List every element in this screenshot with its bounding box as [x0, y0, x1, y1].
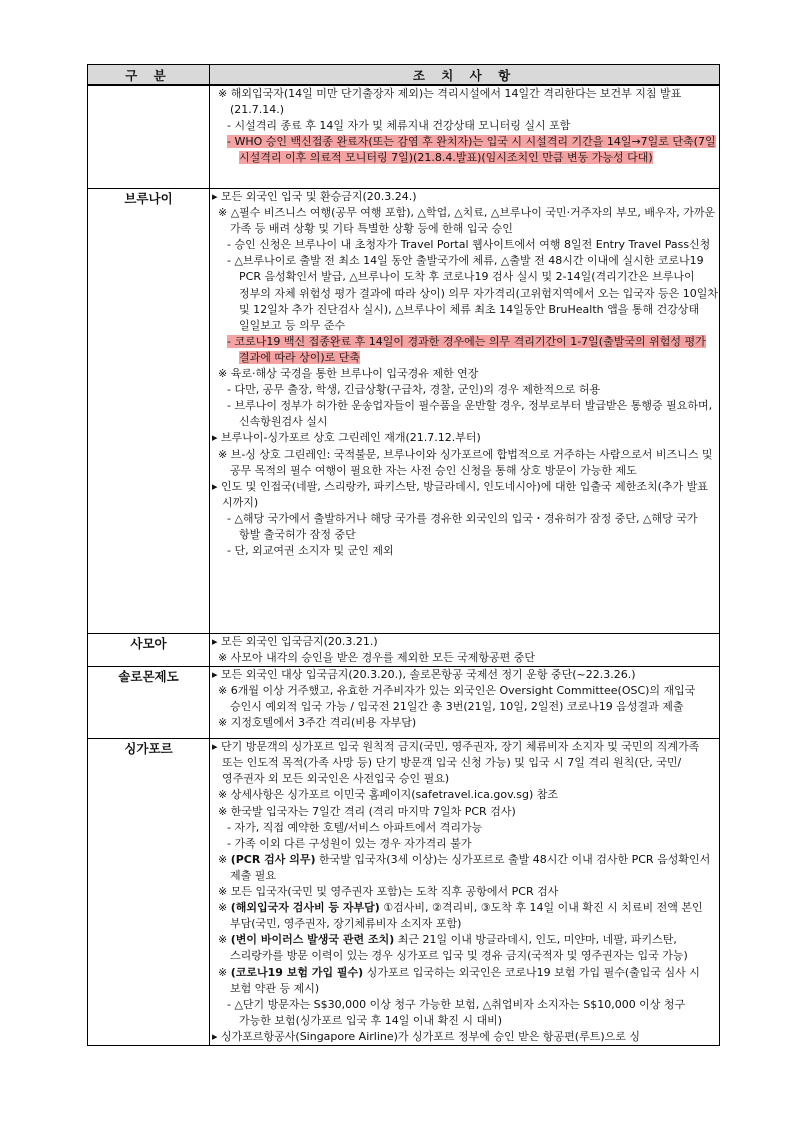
country-cell [88, 85, 210, 189]
measure-line [210, 430, 719, 446]
measure-text: ※ 육로·해상 국경을 통한 브루나이 입국경유 제한 연장 [218, 367, 479, 381]
measure-text: - △단기 방문자는 S$30,000 이상 청구 가능한 보험, △취업비자 소지자는 S$10,000 이상 청구 가능한 보험(싱가포르 입국 후 14일 이내 확진 시 대비) [227, 997, 686, 1027]
table-row [88, 739, 720, 1046]
measure-line [210, 237, 719, 253]
header-category: 구 분 [88, 65, 210, 86]
measure-text: - 승인 신청은 브루나이 내 초청자가 Travel Portal 웹사이트에서 여행 8일전 Entry Travel Pass신청 [227, 238, 711, 252]
measure-text: - 단, 외교여권 소지자 및 군인 제외 [227, 544, 394, 558]
measure-text: ※ 한국발 입국자는 7일간 격리 (격리 마지막 7일차 PCR 검사) [218, 804, 516, 818]
measure-line [210, 189, 719, 205]
measure-line [210, 334, 719, 366]
measure-line [210, 253, 719, 333]
measure-line [210, 543, 719, 559]
measure-text: ▸ 모든 외국인 입국 및 환승금지(20.3.24.) [212, 190, 417, 203]
measure-line [210, 884, 719, 900]
table-row [88, 634, 720, 667]
measures-cell [210, 634, 720, 667]
measure-line [210, 900, 719, 932]
measures-table [87, 64, 720, 1046]
table-row [88, 85, 720, 189]
measure-text: ※ (PCR 검사 의무) 한국발 입국자(3세 이상)는 싱가포르로 출발 48시간 이내 검사한 PCR 음성확인서 제출 필요 [218, 852, 711, 882]
country-cell: 브루나이 [88, 189, 210, 634]
measure-line [210, 965, 719, 997]
measure-text: ※ 지정호텔에서 3주간 격리(비용 자부담) [218, 716, 417, 730]
measure-text: - 브루나이 정부가 허가한 운송업자들이 필수품을 운반할 경우, 정부로부터 발급받은 통행증 필요하며, 신속항원검사 실시 [227, 399, 713, 429]
country-cell: 솔로몬제도 [88, 667, 210, 739]
measure-text: ※ (해외입국자 검사비 등 자부담) ①검사비, ②격리비, ③도착 후 14일 이내 확진 시 치료비 전액 본인 부담(국민, 영주권자, 장기체류비자 소지자 포함) [218, 901, 703, 931]
measure-text: - △브루나이로 출발 전 최소 14일 동안 출발국가에 체류, △출발 전 48시간 이내에 실시한 코로나19 PCR 음성확인서 발급, △브루나이 도착 후 코로나19 검사 실시 및 2-14일(격리기간은 브루나이 정부의 자체 위험성 평가 결과에 따라 상이) 의무 자가격리(고위험지역에서 오는 입국자 등은 10일차 및 12일차 추가 진단검사 실시), △브루나이 체류 최초 14일동안 BruHealth 앱을 통해 건강상태 일일보고 등 의무 준수 [227, 254, 718, 332]
country-cell: 사모아 [88, 634, 210, 667]
measure-text: ▸ 인도 및 인접국(네팔, 스리랑카, 파키스탄, 방글라데시, 인도네시아)에 대한 입출국 제한조치(추가 발표 시까지) [212, 479, 708, 509]
measure-text: ▸ 단기 방문객의 싱가포르 입국 원칙적 금지(국민, 영주권자, 장기 체류비자 소지자 및 국민의 직계가족 또는 인도적 목적(가족 사망 등) 단기 방문객 입국 신청 가능) 및 입국 시 7일 격리 원칙(단, 국민/영주권자 외 모든 외국인은 사전입국 승인 필요) [212, 740, 700, 786]
measure-text: ▸ 브루나이-싱가포르 상호 그린레인 재개(21.7.12.부터) [212, 431, 481, 445]
measure-text: ※ (코로나19 보험 가입 필수) 싱가포르 입국하는 외국인은 코로나19 보험 가입 필수(출입국 심사 시 보험 약관 등 제시) [218, 965, 700, 995]
measure-line [210, 511, 719, 543]
measure-text: ※ 브-싱 상호 그린레인: 국적불문, 브루나이와 싱가포르에 합법적으로 거주하는 사람으로서 비즈니스 및 공무 목적의 필수 여행이 필요한 자는 사전 승인 신청을 통해 상호 방문이 가능한 제도 [218, 447, 713, 477]
measure-line [210, 118, 719, 134]
measure-line [210, 787, 719, 803]
measure-line [210, 804, 719, 820]
measure-line [210, 634, 719, 650]
measure-line [210, 997, 719, 1029]
measure-line [210, 683, 719, 715]
measure-line [210, 932, 719, 964]
measure-text: - △해당 국가에서 출발하거나 해당 국가를 경유한 외국인의 입국・경유허가 잠정 중단, △해당 국가 항발 출국허가 잠정 중단 [227, 511, 698, 541]
country-cell: 싱가포르 [88, 739, 210, 1046]
measure-text: ▸ 싱가포르항공사(Singapore Airline)가 싱가포르 정부에 승인 받은 항공편(루트)으로 싱 [212, 1029, 641, 1043]
measure-line [210, 715, 719, 731]
highlighted-text: - 코로나19 백신 접종완료 후 14일이 경과한 경우에는 의무 격리기간이 1-7일(출발국의 위험성 평가 결과에 따라 상이)로 단축 [227, 334, 706, 364]
measures-cell [210, 85, 720, 189]
measure-text: ※ △필수 비즈니스 여행(공무 여행 포함), △학업, △치료, △브루나이 국민·거주자의 부모, 배우자, 가까운 가족 등 배려 상황 및 기타 특별한 상황 등에 한해 입국 승인 [218, 206, 716, 236]
measure-text: ※ 사모아 내각의 승인을 받은 경우를 제외한 모든 국제항공편 중단 [218, 651, 535, 665]
measure-text: ▸ 모든 외국인 입국금지(20.3.21.) [212, 635, 378, 648]
measure-line [210, 1029, 719, 1045]
measure-text: ▸ 모든 외국인 대상 입국금지(20.3.20.), 솔로몬항공 국제선 정기 운항 중단(~22.3.26.) [212, 668, 636, 682]
measure-line [210, 205, 719, 237]
measure-line [210, 479, 719, 511]
measure-line [210, 650, 719, 666]
measure-line [210, 382, 719, 398]
measure-line [210, 86, 719, 118]
measure-text: - 시설격리 종료 후 14일 자가 및 체류지내 건강상태 모니터링 실시 포함 [227, 119, 571, 133]
measure-line [210, 836, 719, 852]
measure-line [210, 667, 719, 683]
measure-line [210, 739, 719, 787]
highlighted-text: - WHO 승인 백신접종 완료자(또는 감염 후 완치자)는 입국 시 시설격리 기간을 14일→7일로 단축(7일 시설격리 이후 의료적 모니터링 7일)(21.8.4.발표)(임시조치인 만큼 변동 가능성 다대) [227, 135, 716, 165]
measure-text: ※ 6개월 이상 거주했고, 유효한 거주비자가 있는 외국인은 Oversight Committee(OSC)의 재입국 승인시 예외적 입국 가능 / 입국전 21일간 총 3번(21일, 10일, 2일전) 코로나19 음성결과 제출 [218, 684, 696, 714]
table-row [88, 667, 720, 739]
measure-line [210, 398, 719, 430]
measure-line [210, 134, 719, 166]
measure-line [210, 447, 719, 479]
measure-text: ※ (변이 바이러스 발생국 관련 조치) 최근 21일 이내 방글라데시, 인도, 미얀마, 네팔, 파키스탄, 스리랑카를 방문 이력이 있는 경우 싱가포르 입국 및 경유 금지(국적자 및 영주권자는 입국 가능) [218, 933, 688, 963]
measure-text: - 자가, 직접 예약한 호텔/서비스 아파트에서 격리가능 [227, 820, 483, 834]
measure-text: ※ 모든 입국자(국민 및 영주권자 포함)는 도착 직후 공항에서 PCR 검사 [218, 885, 559, 899]
measures-cell [210, 189, 720, 634]
measure-line [210, 366, 719, 382]
table-row [88, 189, 720, 634]
measure-text: ※ 해외입국자(14일 미만 단기출장자 제외)는 격리시설에서 14일간 격리한다는 보건부 지침 발표(21.7.14.) [218, 87, 682, 117]
measure-line [210, 820, 719, 836]
measure-text: - 다만, 공무 출장, 학생, 긴급상황(구급차, 경찰, 군인)의 경우 제한적으로 허용 [227, 383, 601, 397]
table-header-row [88, 65, 720, 86]
measures-cell [210, 739, 720, 1046]
measure-text: - 가족 이외 다른 구성원이 있는 경우 자가격리 불가 [227, 836, 472, 850]
measure-text: ※ 상세사항은 싱가포르 이민국 홈페이지(safetravel.ica.gov.sg) 참조 [218, 788, 558, 802]
header-measures: 조 치 사 항 [210, 65, 720, 86]
measures-cell [210, 667, 720, 739]
measure-line [210, 852, 719, 884]
